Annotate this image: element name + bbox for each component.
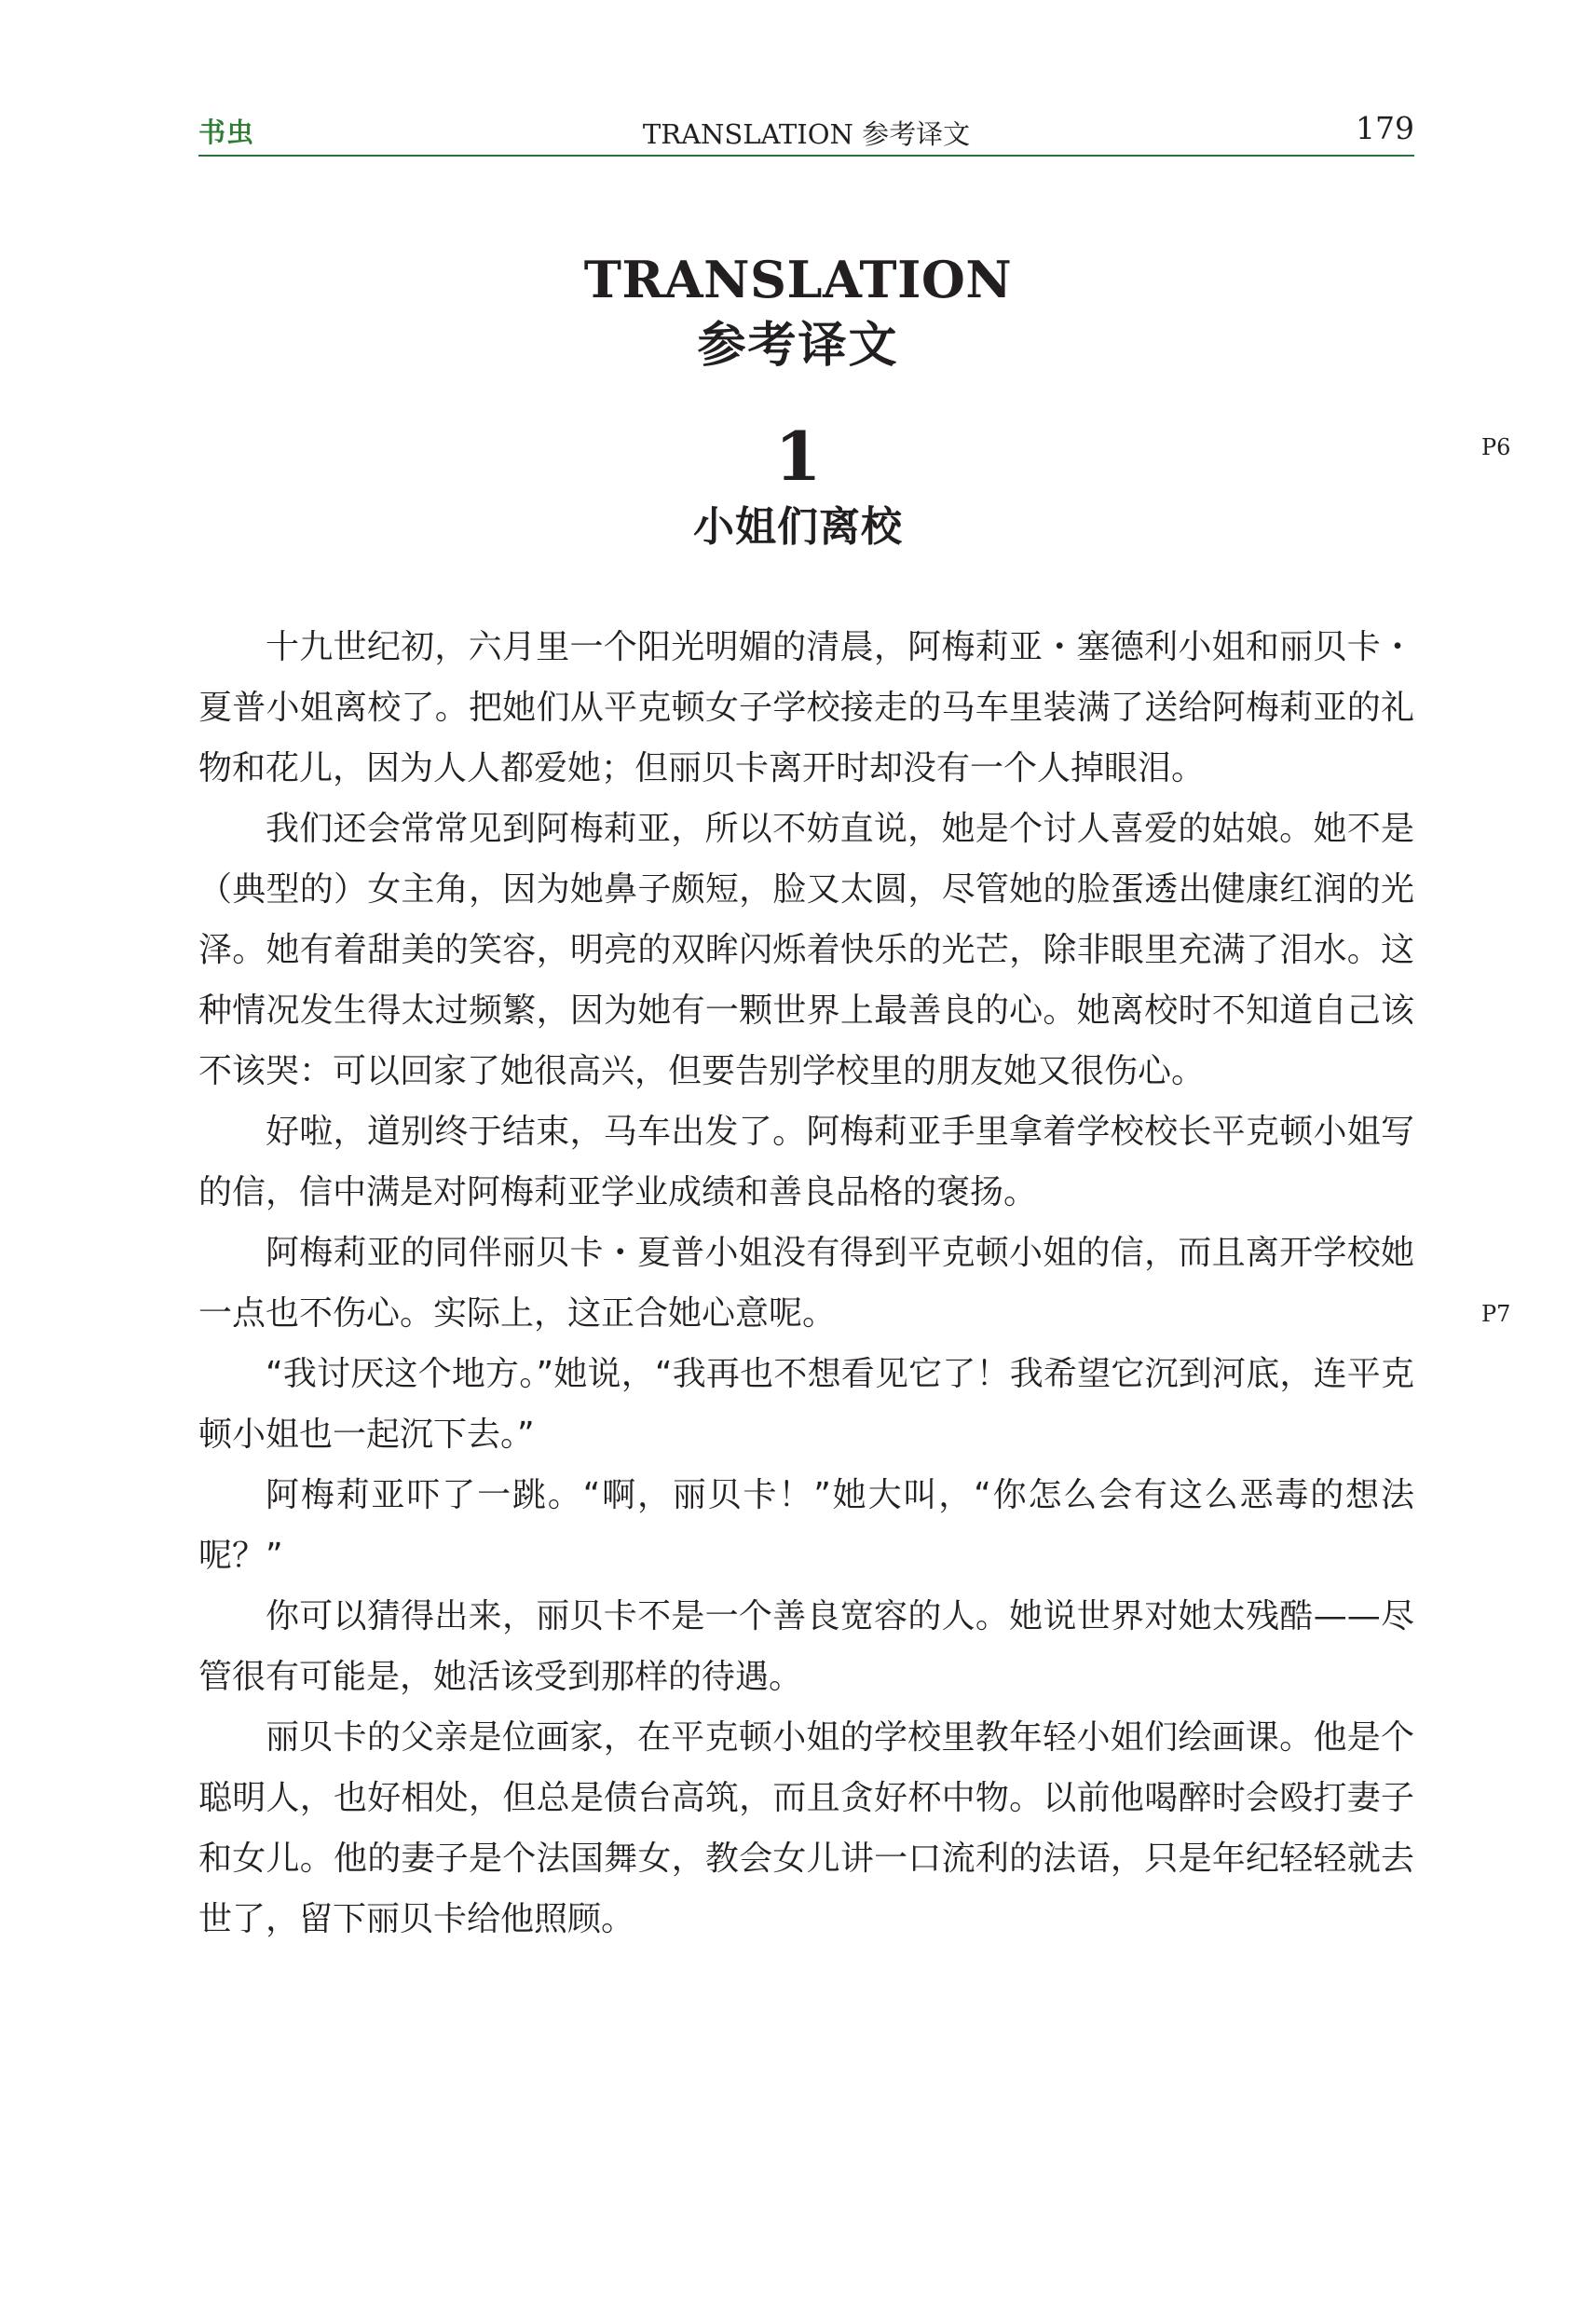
paragraph: “我讨厌这个地方。”她说，“我再也不想看见它了！我希望它沉到河底，连平克顿小姐也一起沉下去。” [198, 1355, 1414, 1454]
paragraph: 我们还会常常见到阿梅莉亚，所以不妨直说，她是个讨人喜爱的姑娘。她不是（典型的）女主角，因为她鼻子颇短，脸又太圆，尽管她的脸蛋透出健康红润的光泽。她有着甜美的笑容，明亮的双眸闪烁着快乐的光芒，除非眼里充满了泪水。这种情况发生得太过频繁，因为她有一颗世界上最善良的心。她离校时不知道自己该不该哭：可以回家了她很高兴，但要告别学校里的朋友她又很伤心。 [198, 810, 1414, 1090]
section-title-chinese: 参考译文 [697, 318, 899, 374]
series-logo: 书虫 [198, 116, 255, 148]
paragraph: 阿梅莉亚的同伴丽贝卡・夏普小姐没有得到平克顿小姐的信，而且离开学校她一点也不伤心。实际上，这正合她心意呢。 [198, 1234, 1414, 1333]
chapter-title: 小姐们离校 [693, 503, 903, 551]
margin-page-ref: P6 [1481, 434, 1511, 460]
paragraph: 你可以猜得出来，丽贝卡不是一个善良宽容的人。她说世界对她太残酷——尽管很有可能是，她活该受到那样的待遇。 [198, 1597, 1414, 1696]
paragraph: 丽贝卡的父亲是位画家，在平克顿小姐的学校里教年轻小姐们绘画课。他是个聪明人，也好相处，但总是债台高筑，而且贪好杯中物。以前他喝醉时会殴打妻子和女儿。他的妻子是个法国舞女，教会女儿讲一口流利的法语，只是年纪轻轻就去世了，留下丽贝卡给他照顾。 [198, 1718, 1414, 1938]
page-header [198, 110, 1414, 157]
page-number: 179 [1356, 110, 1414, 146]
section-title-english: TRANSLATION [583, 250, 1013, 309]
chapter-number: 1 [774, 417, 822, 496]
margin-page-ref: P7 [1481, 1301, 1511, 1327]
running-title: TRANSLATION 参考译文 [642, 118, 971, 150]
paragraph: 阿梅莉亚吓了一跳。“啊，丽贝卡！”她大叫，“你怎么会有这么恶毒的想法呢？” [198, 1476, 1414, 1575]
body-text [198, 617, 1414, 1949]
paragraph: 好啦，道别终于结束，马车出发了。阿梅莉亚手里拿着学校校长平克顿小姐写的信，信中满是对阿梅莉亚学业成绩和善良品格的褒扬。 [198, 1113, 1414, 1211]
paragraph: 十九世纪初，六月里一个阳光明媚的清晨，阿梅莉亚・塞德利小姐和丽贝卡・夏普小姐离校了。把她们从平克顿女子学校接走的马车里装满了送给阿梅莉亚的礼物和花儿，因为人人都爱她；但丽贝卡离开时却没有一个人掉眼泪。 [198, 628, 1414, 787]
